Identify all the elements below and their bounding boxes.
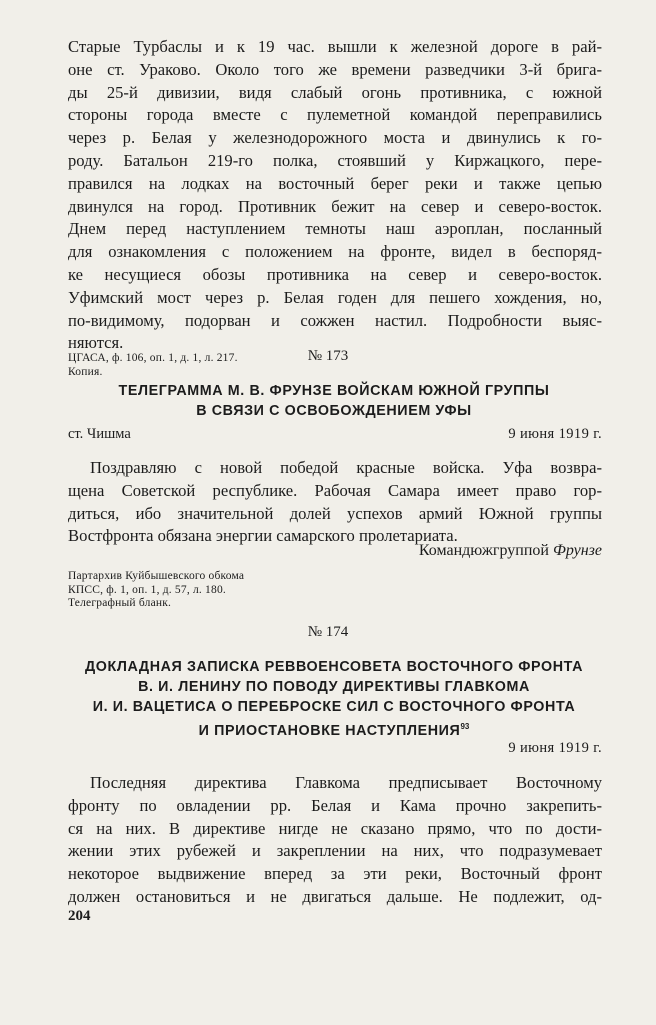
title-line: В СВЯЗИ С ОСВОБОЖДЕНИЕМ УФЫ — [196, 403, 472, 419]
text-line: двинулся на город. Противник бежит на север и северо-восток. — [68, 196, 602, 216]
title-line: ТЕЛЕГРАММА М. В. ФРУНЗЕ ВОЙСКАМ ЮЖНОЙ ГРУППЫ — [118, 383, 550, 399]
document-date: 9 июня 1919 г. — [508, 426, 602, 442]
document-title — [60, 381, 608, 421]
report-text — [68, 772, 602, 909]
text-line: Востфронта обязана энергии самарского пролетариата. — [68, 526, 458, 546]
source-line: Телеграфный бланк. — [68, 597, 172, 609]
place: ст. Чишма — [68, 426, 131, 442]
text-line: Последняя директива Главкома предписывает Восточному — [90, 773, 602, 792]
continued-text — [68, 36, 602, 355]
title-text: И ПРИОСТАНОВКЕ НАСТУПЛЕНИЯ — [198, 722, 461, 739]
text-line: ке несущиеся обозы противника на север и северо-восток. — [68, 264, 602, 284]
source-line: ЦГАСА, ф. 106, оп. 1, д. 1, л. 217. — [68, 352, 238, 364]
document-date: 9 июня 1919 г. — [508, 740, 602, 756]
footnote-mark: 93 — [460, 722, 470, 731]
source-line: КПСС, ф. 1, оп. 1, д. 57, л. 180. — [68, 583, 226, 596]
text-line: стороны города вместе с пулеметной командой переправились — [68, 105, 602, 125]
archive-source — [68, 570, 244, 611]
source-line: Партархив Куйбышевского обкома — [68, 570, 245, 582]
text-line: оне ст. Ураково. Около того же времени разведчики 3-й брига- — [68, 59, 602, 79]
text-line: Старые Турбаслы и к 19 час. вышли к железной дороге в рай- — [68, 37, 602, 56]
document-number: № 173 — [307, 348, 349, 364]
title-line — [60, 717, 608, 741]
document-title — [60, 657, 608, 741]
text-line: ся на них. В директиве нигде не сказано прямо, что по дости- — [68, 818, 602, 838]
text-line: Днем перед наступлением темноты наш аэроплан, посланный — [68, 219, 602, 239]
text-line: через р. Белая у железнодорожного моста и двинулись к го- — [68, 128, 602, 148]
telegram-text — [68, 457, 602, 548]
text-line: некоторое выдвижение вперед за эти реки, Восточный фронт — [68, 864, 602, 884]
title-line: ДОКЛАДНАЯ ЗАПИСКА РЕВВОЕНСОВЕТА ВОСТОЧНОГО ФРОНТА — [84, 659, 584, 675]
source-line: Копия. — [68, 365, 103, 378]
signature-role: Командюжгруппой — [418, 542, 549, 559]
page-number: 204 — [68, 908, 91, 924]
text-line: ды 25-й дивизии, видя слабый огонь противника, с южной — [68, 82, 602, 102]
title-line: В. И. ЛЕНИНУ ПО ПОВОДУ ДИРЕКТИВЫ ГЛАВКОМА — [138, 679, 530, 695]
text-line: роду. Батальон 219-го полка, стоявший у Киржацкого, пере- — [68, 150, 602, 170]
text-line: должен остановиться и не двигаться дальше. Не подлежит, од- — [68, 886, 602, 906]
text-line: правился на лодках на восточный берег реки и также цепью — [68, 173, 602, 193]
text-line: фронту по овладении рр. Белая и Кама прочно закрепить- — [68, 795, 602, 815]
document-number: № 174 — [307, 624, 349, 640]
text-line: по-видимому, подорван и сожжен настил. Подробности выяс- — [68, 310, 602, 330]
text-line: щена Советской республике. Рабочая Самара имеет право гор- — [68, 480, 602, 500]
text-line: Поздравляю с новой победой красные войска. Уфа возвра- — [90, 458, 602, 477]
text-line: диться, ибо значительной долей успехов армий Южной группы — [68, 503, 602, 523]
title-line: И. И. ВАЦЕТИСА О ПЕРЕБРОСКЕ СИЛ С ВОСТОЧНОГО ФРОНТА — [92, 699, 576, 715]
signature — [419, 542, 602, 560]
text-line: няются. — [68, 333, 124, 353]
text-line: жении этих рубежей и закреплении на них, что подразумевает — [68, 841, 602, 861]
text-line: для ознакомления с положением на фронте, видел в беспоряд- — [68, 242, 602, 262]
text-line: Уфимский мост через р. Белая годен для пешего хождения, но, — [68, 287, 602, 307]
signature-name: Фрунзе — [552, 542, 602, 559]
